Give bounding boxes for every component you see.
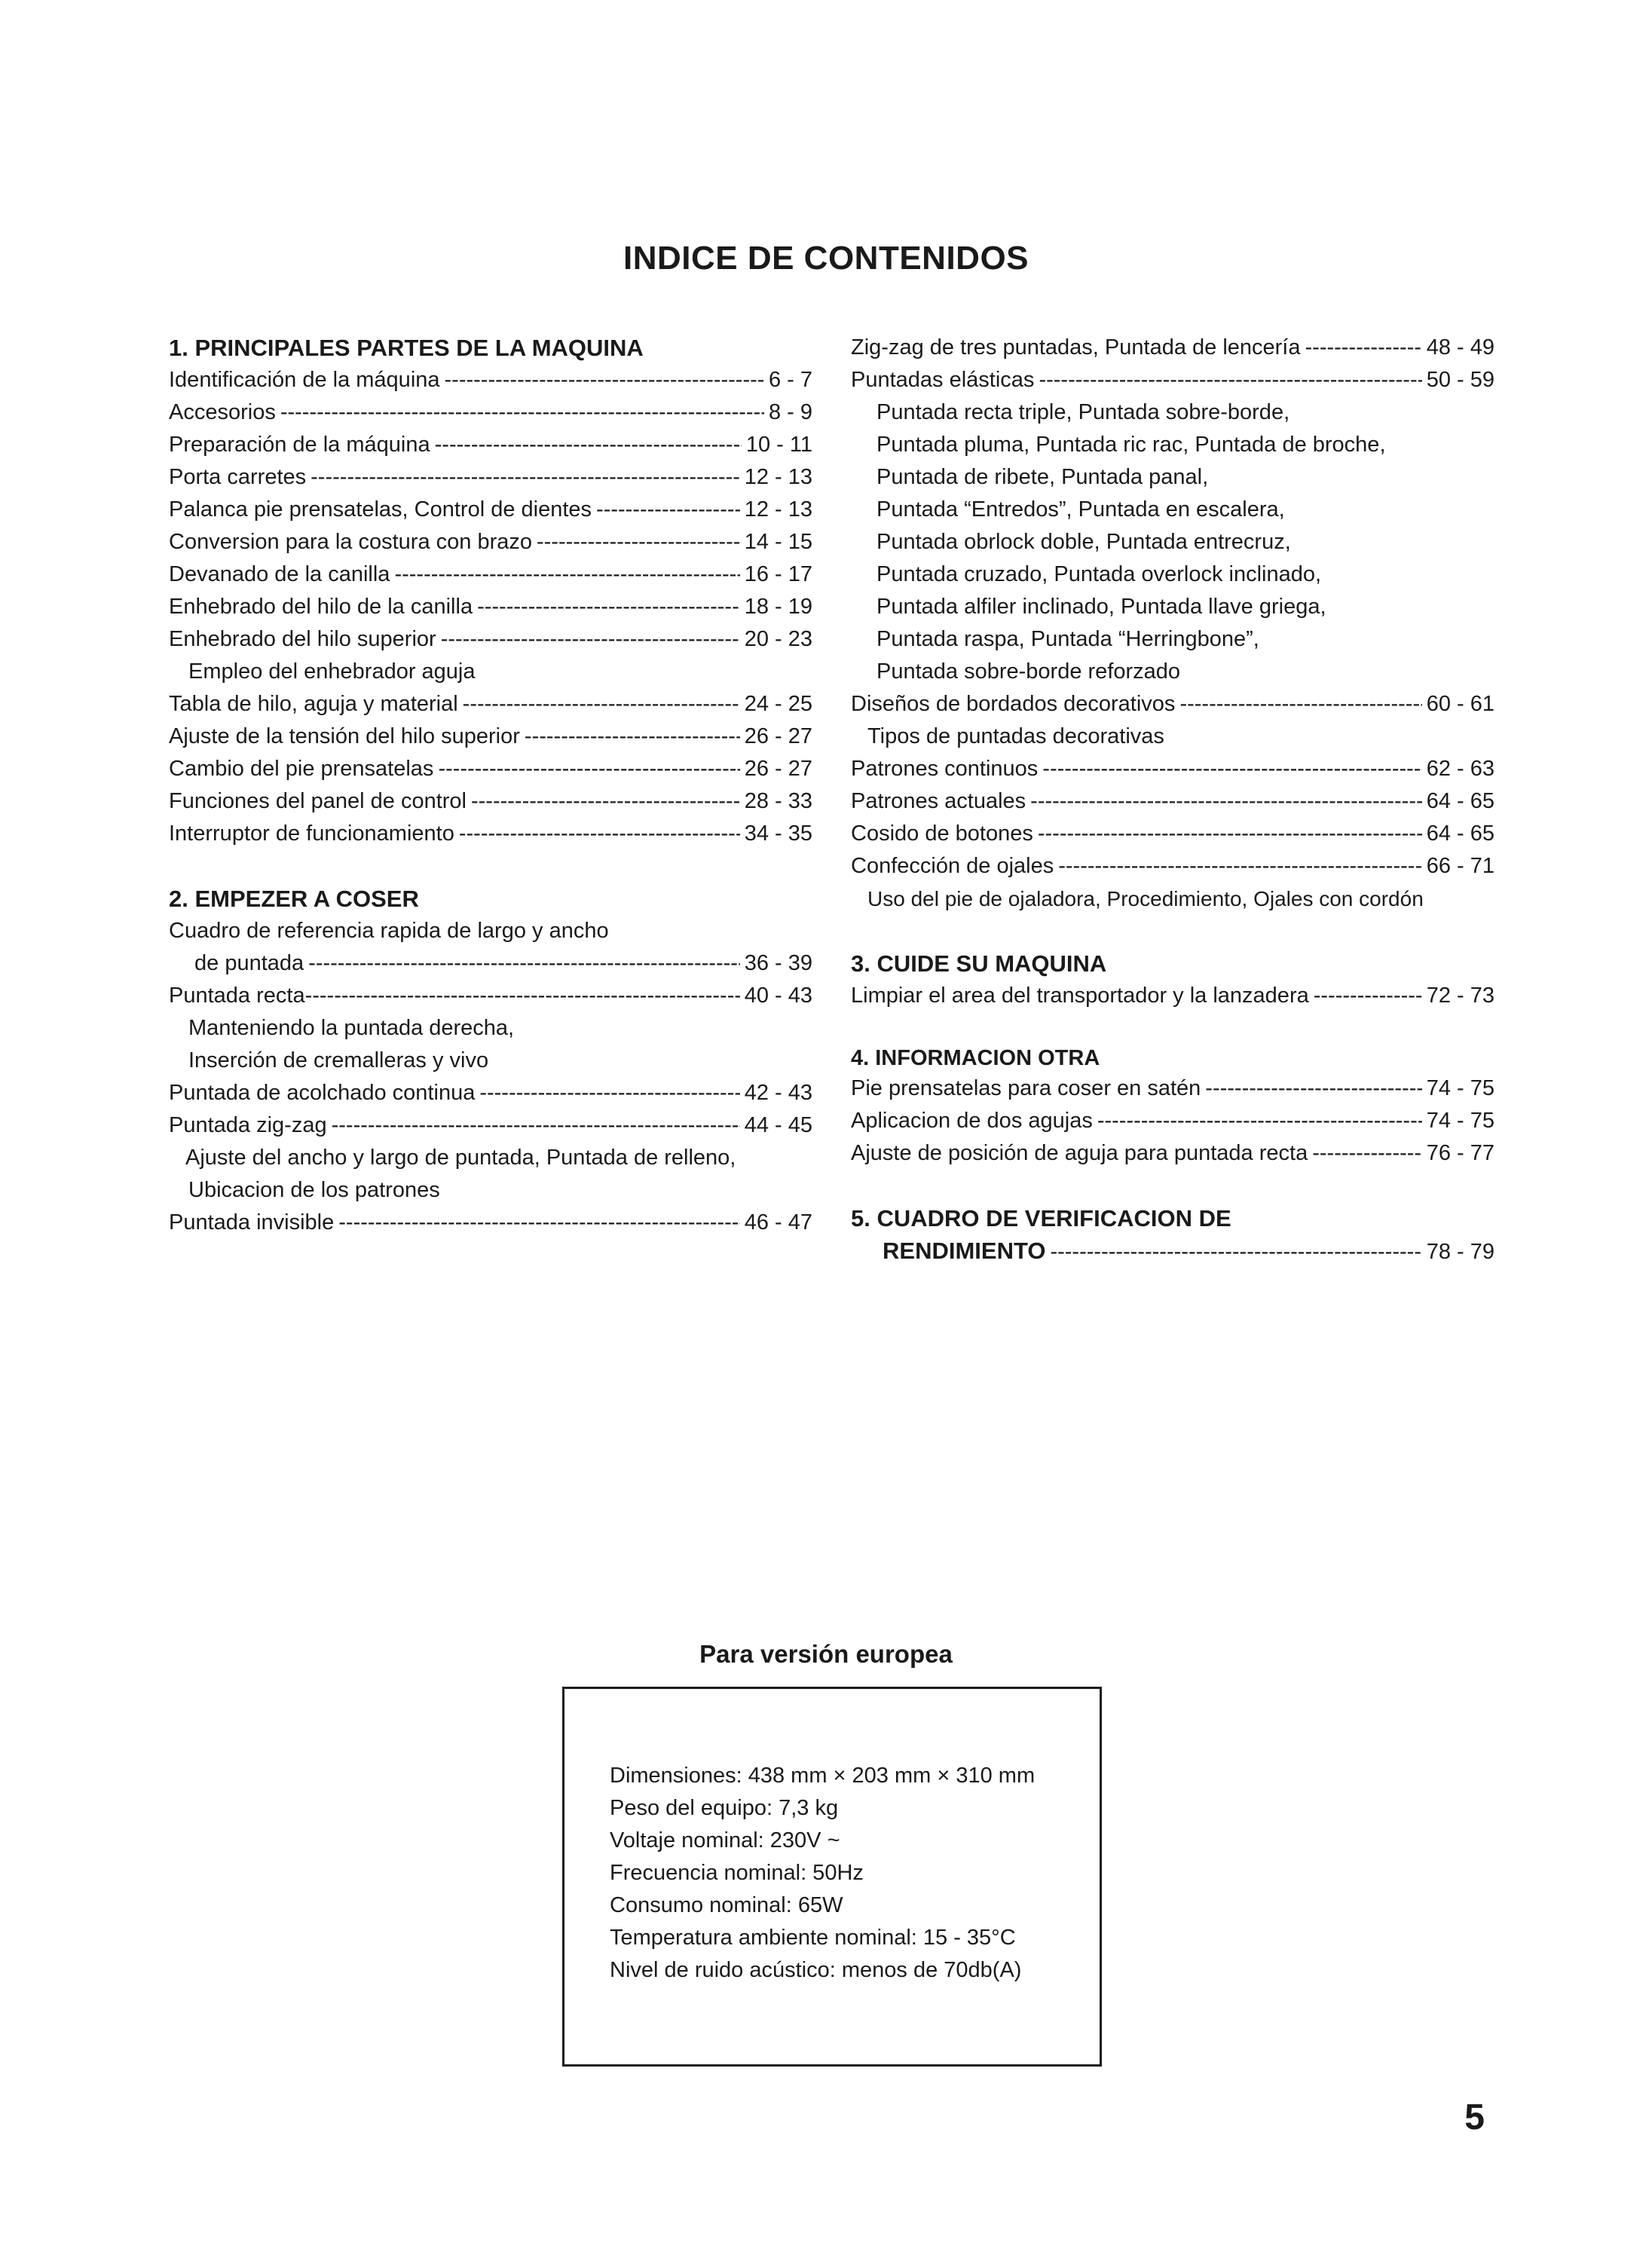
section-heading-5: 5. CUADRO DE VERIFICACION DE xyxy=(851,1205,1231,1231)
toc-subentry: Puntada obrlock doble, Puntada entrecruz, xyxy=(876,530,1291,554)
toc-entry: Aplicacion de dos agujas ----- 74 - 75 xyxy=(851,1105,1494,1137)
toc-subentry: Uso del pie de ojaladora, Procedimiento, Ojales con cordón xyxy=(867,887,1424,910)
toc-subentry: Puntada pluma, Puntada ric rac, Puntada de broche, xyxy=(876,433,1386,457)
spec-item: Frecuencia nominal: 50Hz xyxy=(610,1861,864,1885)
toc-entry: Enhebrado del hilo de la canilla ----- 18 - 19 xyxy=(169,591,812,623)
toc-entry: Tabla de hilo, aguja y material ----- 24 - 25 xyxy=(169,688,812,721)
page-title: INDICE DE CONTENIDOS xyxy=(623,240,1029,277)
section-heading-1: 1. PRINCIPALES PARTES DE LA MAQUINA xyxy=(169,335,644,361)
toc-subentry: Puntada cruzado, Puntada overlock inclinado, xyxy=(876,562,1322,586)
toc-entry: Cuadro de referencia rapida de largo y ancho xyxy=(169,919,609,943)
toc-subentry: Manteniendo la puntada derecha, xyxy=(188,1016,515,1040)
toc-entry: Ajuste de posición de aguja para puntada recta ----- 76 - 77 xyxy=(851,1137,1494,1170)
section-heading-2: 2. EMPEZER A COSER xyxy=(169,886,419,912)
toc-subentry: Ubicacion de los patrones xyxy=(188,1178,440,1202)
spec-item: Voltaje nominal: 230V ~ xyxy=(610,1828,840,1853)
toc-subentry: Puntada sobre-borde reforzado xyxy=(876,659,1181,684)
toc-entry: Cosido de botones ----- 64 - 65 xyxy=(851,818,1494,850)
page-number: 5 xyxy=(1464,2097,1485,2137)
spec-item: Nivel de ruido acústico: menos de 70db(A) xyxy=(610,1958,1022,1982)
toc-entry: Devanado de la canilla ----- 16 - 17 xyxy=(169,558,812,591)
spec-item: Consumo nominal: 65W xyxy=(610,1893,843,1917)
toc-subentry: Puntada recta triple, Puntada sobre-borde, xyxy=(876,400,1290,424)
toc-subentry: Inserción de cremalleras y vivo xyxy=(188,1048,489,1072)
toc-subentry: Puntada raspa, Puntada “Herringbone”, xyxy=(876,627,1259,651)
toc-left-column xyxy=(169,332,812,1239)
toc-subentry: Empleo del enhebrador aguja xyxy=(188,659,476,684)
toc-entry: Interruptor de funcionamiento ----- 34 - 35 xyxy=(169,818,812,850)
toc-entry: Puntada de acolchado continua ----- 42 - 43 xyxy=(169,1077,812,1109)
toc-entry: Puntada invisible ----- 46 - 47 xyxy=(169,1207,812,1239)
toc-entry: Patrones actuales ----- 64 - 65 xyxy=(851,785,1494,818)
toc-right-column xyxy=(851,332,1494,1267)
toc-entry: Ajuste de la tensión del hilo superior ----- 26 - 27 xyxy=(169,721,812,753)
toc-entry: Porta carretes ----- 12 - 13 xyxy=(169,461,812,494)
toc-entry: Limpiar el area del transportador y la lanzadera ----- 72 - 73 xyxy=(851,980,1494,1012)
spec-item: Temperatura ambiente nominal: 15 - 35°C xyxy=(610,1926,1016,1950)
toc-entry: Confección de ojales ----- 66 - 71 xyxy=(851,850,1494,883)
toc-entry: Pie prensatelas para coser en satén ----- 74 - 75 xyxy=(851,1072,1494,1105)
european-version-title: Para versión europea xyxy=(699,1640,953,1668)
toc-entry: Puntada recta ----- 40 - 43 xyxy=(169,980,812,1012)
toc-entry: Puntada zig-zag ----- 44 - 45 xyxy=(169,1109,812,1142)
toc-entry: Conversion para la costura con brazo ----- 14 - 15 xyxy=(169,526,812,558)
toc-entry: Patrones continuos ----- 62 - 63 xyxy=(851,753,1494,785)
toc-subentry: Puntada alfiler inclinado, Puntada llave griega, xyxy=(876,595,1326,619)
section-heading-4: 4. INFORMACION OTRA xyxy=(851,1046,1100,1070)
toc-subentry: Ajuste del ancho y largo de puntada, Puntada de relleno, xyxy=(185,1146,736,1170)
toc-entry: Diseños de bordados decorativos ----- 60 - 61 xyxy=(851,688,1494,721)
toc-entry: Funciones del panel de control ----- 28 - 33 xyxy=(169,785,812,818)
spec-box xyxy=(562,1687,1102,2067)
spec-item: Dimensiones: 438 mm × 203 mm × 310 mm xyxy=(610,1764,1036,1788)
spec-list xyxy=(610,1760,1035,1987)
toc-entry: Preparación de la máquina ----- 10 - 11 xyxy=(169,429,812,461)
toc-entry: Enhebrado del hilo superior ----- 20 - 23 xyxy=(169,623,812,656)
section-heading-3: 3. CUIDE SU MAQUINA xyxy=(851,950,1107,977)
toc-entry: Identificación de la máquina ----- 6 - 7 xyxy=(169,364,812,396)
toc-entry: Cambio del pie prensatelas ----- 26 - 27 xyxy=(169,753,812,785)
toc-entry: Accesorios ----- 8 - 9 xyxy=(169,396,812,429)
toc-entry: Puntadas elásticas ----- 50 - 59 xyxy=(851,364,1494,396)
toc-subentry: Puntada “Entredos”, Puntada en escalera, xyxy=(876,497,1285,522)
toc-entry: Palanca pie prensatelas, Control de dientes ----- 12 - 13 xyxy=(169,494,812,526)
toc-entry: Zig-zag de tres puntadas, Puntada de lencería ----- 48 - 49 xyxy=(851,332,1494,364)
spec-item: Peso del equipo: 7,3 kg xyxy=(610,1796,839,1820)
toc-entry: de puntada ----- 36 - 39 xyxy=(169,947,812,980)
toc-subentry: Puntada de ribete, Puntada panal, xyxy=(876,465,1209,489)
toc-subentry: Tipos de puntadas decorativas xyxy=(867,724,1164,748)
toc-entry: RENDIMIENTO ----- 78 - 79 xyxy=(851,1235,1494,1267)
